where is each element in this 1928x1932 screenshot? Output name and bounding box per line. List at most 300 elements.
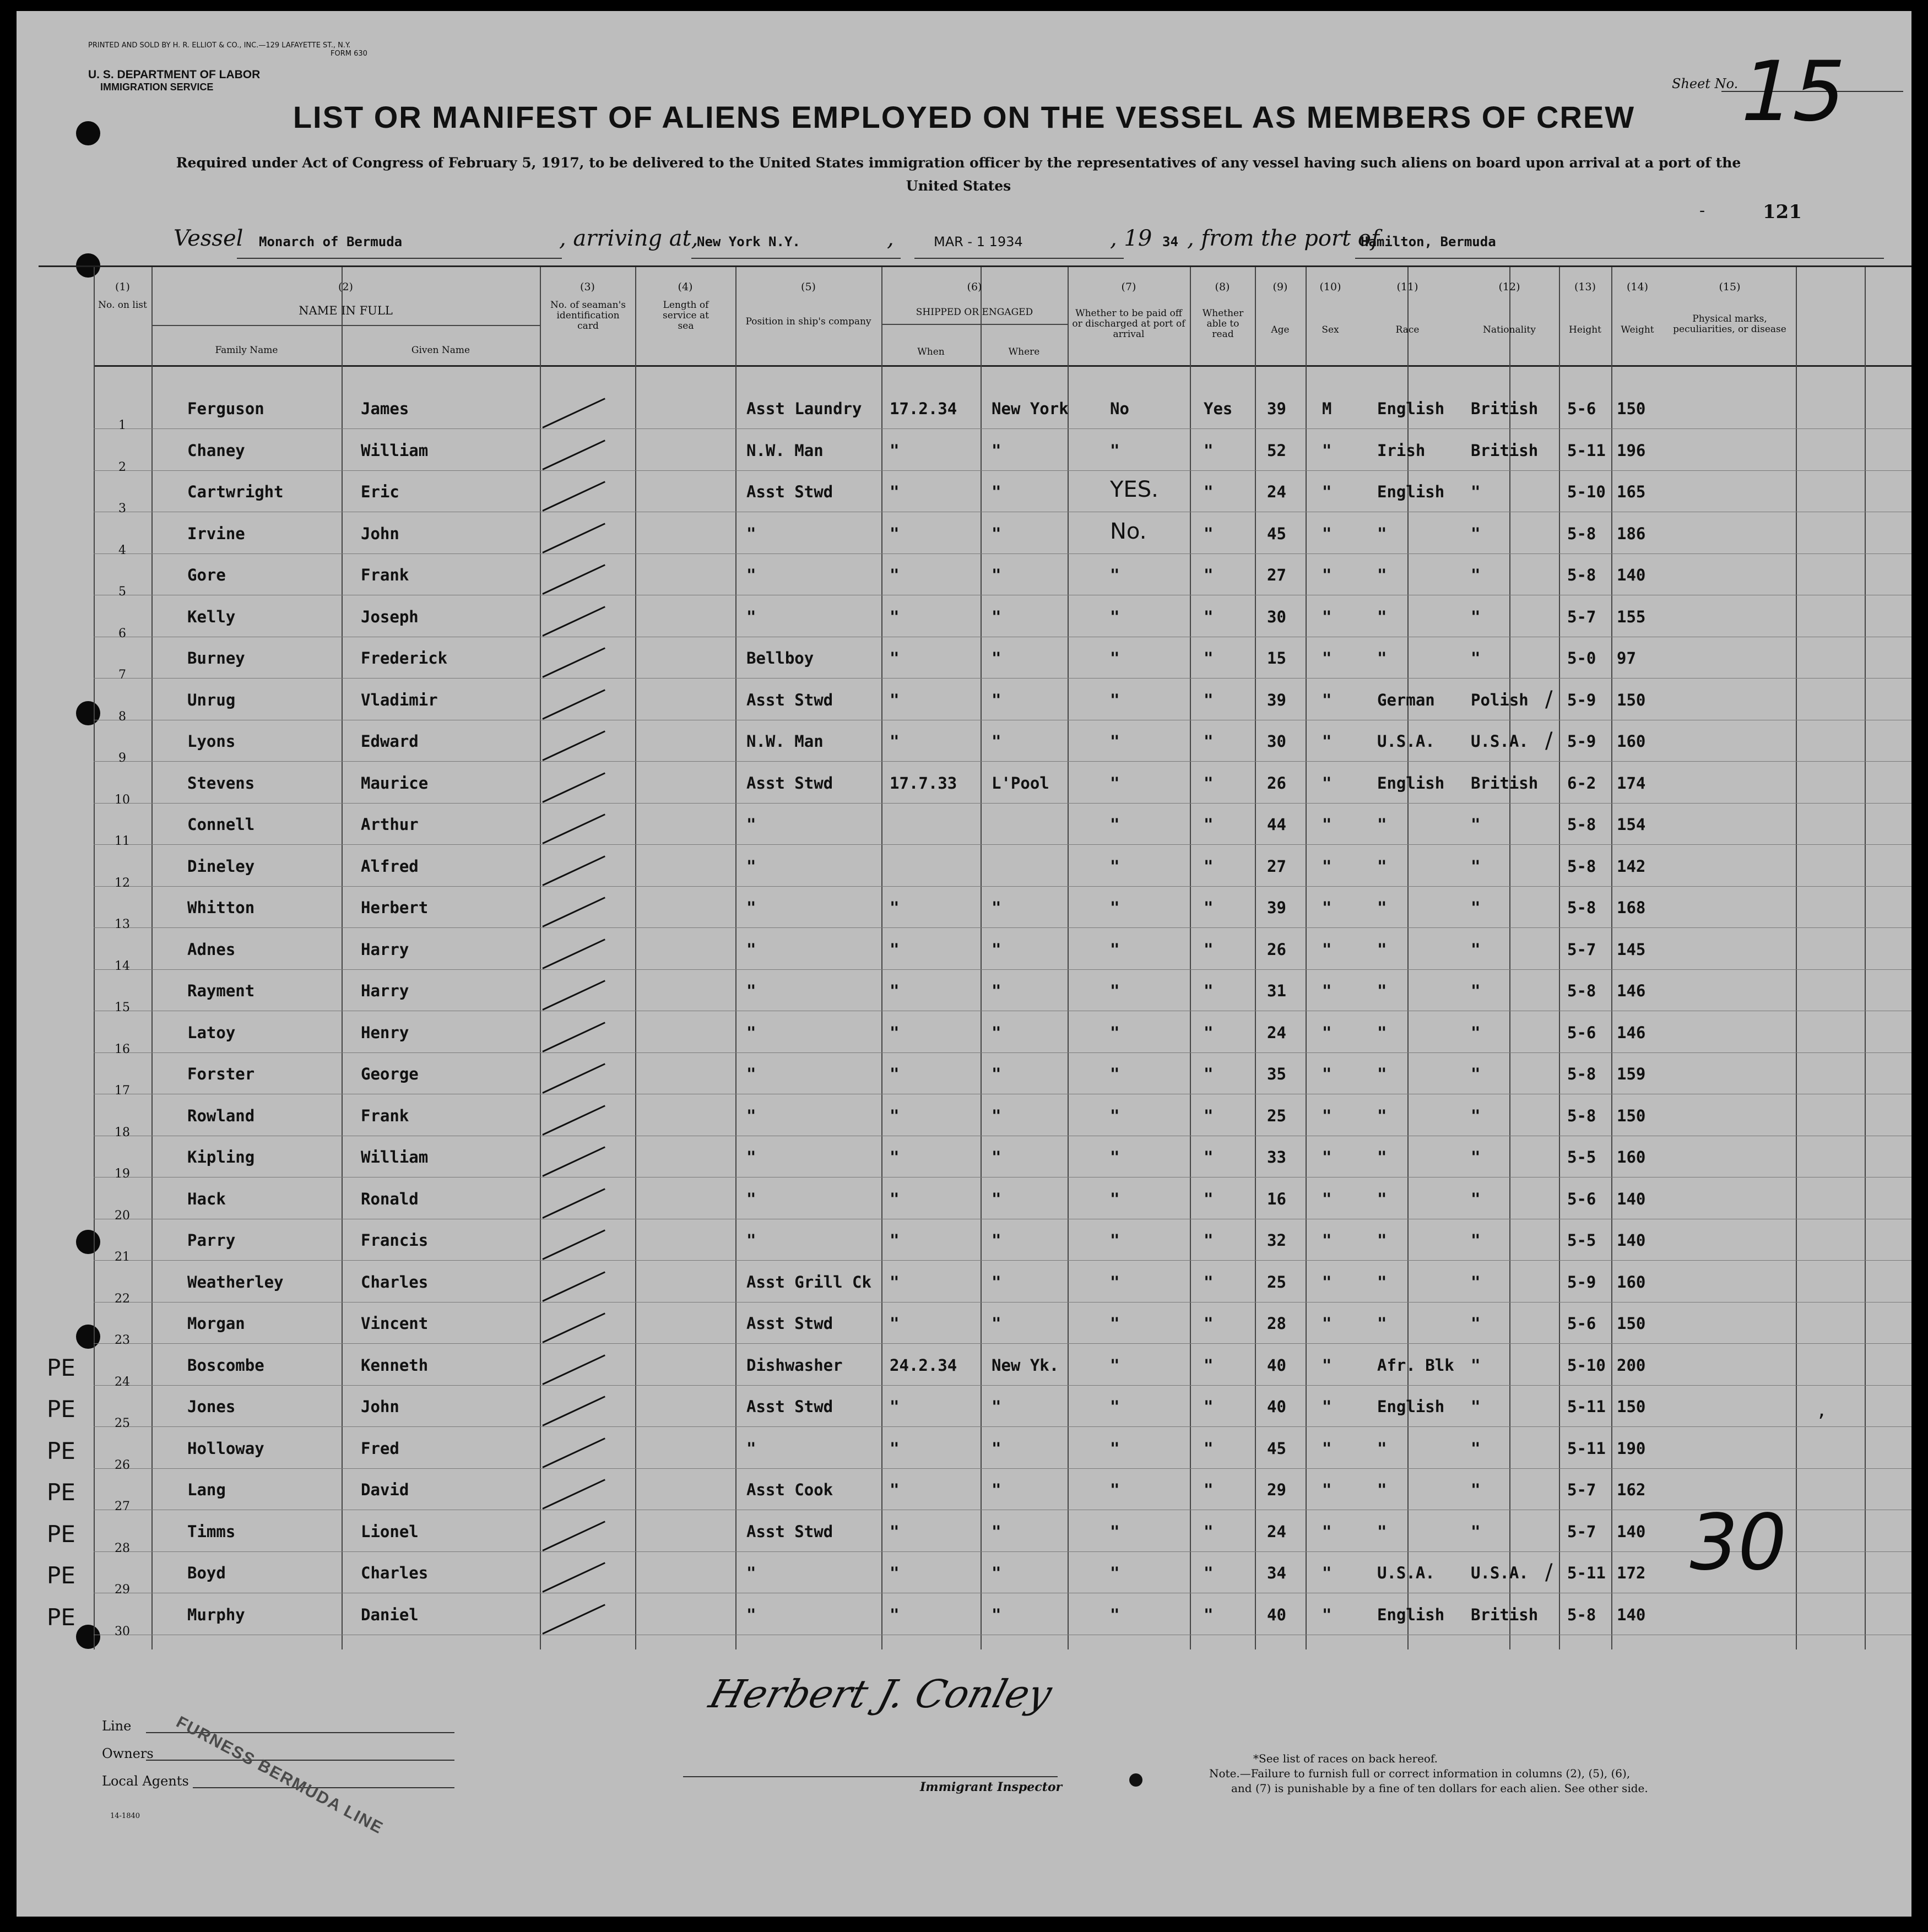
cell-age: 39	[1267, 690, 1286, 709]
cell-weight: 190	[1617, 1439, 1646, 1458]
cell-age: 24	[1267, 1522, 1286, 1541]
cell-when: "	[890, 441, 900, 460]
id-card-stroke	[542, 481, 605, 512]
cell-age: 39	[1267, 898, 1286, 917]
column-rule	[1559, 267, 1560, 1649]
column-rule	[1306, 267, 1307, 1649]
cell-nationality: "	[1471, 898, 1481, 917]
cell-paid: "	[1110, 856, 1120, 876]
cell-paid: No.	[1110, 518, 1147, 544]
cell-height: 5-5	[1567, 1231, 1596, 1250]
cell-race: "	[1377, 566, 1387, 584]
cell-height: 5-11	[1567, 1397, 1606, 1416]
cell-age: 30	[1267, 732, 1286, 751]
cell-weight: 160	[1617, 1272, 1646, 1291]
cell-weight: 146	[1617, 981, 1646, 1000]
column-rule	[1796, 267, 1797, 1649]
cell-where: "	[992, 1605, 1001, 1624]
cell-read: "	[1204, 607, 1214, 626]
cell-where: "	[992, 981, 1001, 1000]
cell-read: "	[1204, 690, 1214, 709]
from-label: , from the port of	[1187, 226, 1379, 251]
owners-underline	[146, 1760, 454, 1761]
cell-height: 5-9	[1567, 732, 1596, 751]
col-head-height: Height	[1569, 324, 1601, 335]
cell-where: "	[992, 566, 1001, 584]
row-number: 15	[115, 1001, 130, 1014]
column-rule	[1407, 267, 1409, 1649]
cell-sex: "	[1322, 1231, 1332, 1250]
cell-paid: "	[1110, 1397, 1120, 1416]
cell-read: "	[1204, 1480, 1214, 1499]
date-underline	[914, 258, 1124, 259]
cell-age: 52	[1267, 441, 1286, 460]
cell-position: Asst Cook	[746, 1480, 833, 1499]
cell-family: Stevens	[187, 773, 255, 793]
row-number: 27	[115, 1500, 130, 1513]
cell-given: Joseph	[361, 607, 419, 626]
cell-weight: 168	[1617, 898, 1646, 917]
id-card-stroke	[542, 564, 605, 595]
cell-height: 5-6	[1567, 1314, 1596, 1333]
col-num: (15)	[1719, 281, 1741, 293]
id-card-stroke	[542, 523, 605, 553]
punch-hole	[76, 1625, 100, 1649]
cell-weight: 162	[1617, 1480, 1646, 1499]
cell-race: "	[1377, 1522, 1387, 1541]
cell-where: New Yk.	[992, 1355, 1059, 1375]
cell-when: "	[890, 940, 900, 959]
cell-where: L'Pool	[992, 773, 1049, 793]
cell-weight: 140	[1617, 1189, 1646, 1208]
cell-height: 5-8	[1567, 524, 1596, 543]
row-number: 10	[115, 793, 130, 807]
margin-pe-mark: PE	[47, 1396, 75, 1423]
cell-height: 5-8	[1567, 1605, 1596, 1624]
margin-pe-mark: PE	[47, 1437, 75, 1464]
from-port: Hamilton, Bermuda	[1361, 234, 1496, 249]
cell-weight: 154	[1617, 815, 1646, 834]
cell-nationality: British	[1471, 1605, 1539, 1624]
cell-height: 5-10	[1567, 1355, 1606, 1375]
margin-pe-mark: PE	[47, 1479, 75, 1506]
cell-family: Lang	[187, 1480, 226, 1499]
col-head-physical: Physical marks, peculiarities, or disease	[1673, 313, 1786, 335]
cell-weight: 142	[1617, 856, 1646, 876]
cell-family: Jones	[187, 1397, 236, 1416]
column-rule	[881, 267, 882, 1649]
note-races: *See list of races on back hereof.	[1253, 1752, 1438, 1765]
row-number: 30	[115, 1624, 130, 1638]
cell-race: Irish	[1377, 441, 1426, 460]
col-num: (10)	[1319, 281, 1341, 293]
cell-family: Whitton	[187, 898, 255, 917]
cell-given: Harry	[361, 981, 409, 1000]
cell-when: 17.2.34	[890, 399, 957, 418]
cell-age: 26	[1267, 773, 1286, 793]
cell-position: "	[746, 1189, 756, 1208]
cell-where: "	[992, 690, 1001, 709]
cell-position: Asst Stwd	[746, 1397, 833, 1416]
cell-weight: 196	[1617, 441, 1646, 460]
cell-race: English	[1377, 1605, 1445, 1624]
cell-height: 5-6	[1567, 1189, 1596, 1208]
date-comma: ,	[887, 226, 894, 251]
cell-nationality: British	[1471, 441, 1539, 460]
cell-given: David	[361, 1480, 409, 1499]
cell-when: 24.2.34	[890, 1355, 957, 1375]
cell-position: "	[746, 1106, 756, 1125]
cell-read: "	[1204, 1355, 1214, 1375]
cell-nationality: "	[1471, 482, 1481, 501]
id-card-stroke	[542, 1562, 605, 1593]
cell-weight: 150	[1617, 1106, 1646, 1125]
arrival-date: MAR - 1 1934	[934, 234, 1023, 249]
vessel-underline	[237, 258, 562, 259]
cell-family: Lyons	[187, 732, 236, 751]
cell-sex: "	[1322, 856, 1332, 876]
cell-nationality: "	[1471, 1397, 1481, 1416]
cell-given: William	[361, 441, 429, 460]
cell-age: 15	[1267, 649, 1286, 667]
row-number: 2	[118, 460, 126, 474]
row-rule	[94, 678, 1911, 679]
row-number: 9	[118, 751, 126, 765]
cell-when: "	[890, 524, 900, 543]
cell-weight: 140	[1617, 1605, 1646, 1624]
col-num: (12)	[1498, 281, 1520, 293]
cell-paid: "	[1110, 1564, 1120, 1582]
cell-when: "	[890, 566, 900, 584]
cell-age: 40	[1267, 1397, 1286, 1416]
cell-position: "	[746, 1564, 756, 1582]
cell-where: "	[992, 524, 1001, 543]
id-card-stroke	[542, 897, 605, 927]
cell-paid: "	[1110, 441, 1120, 460]
cell-when: "	[890, 1439, 900, 1458]
cell-read: "	[1204, 732, 1214, 751]
cell-nationality: "	[1471, 607, 1481, 626]
col-num: (3)	[580, 281, 595, 293]
department-block	[88, 69, 260, 93]
cell-paid: "	[1110, 815, 1120, 834]
cell-race: Afr. Blk	[1377, 1355, 1454, 1375]
cell-age: 25	[1267, 1106, 1286, 1125]
cell-sex: "	[1322, 441, 1332, 460]
row-number: 21	[115, 1250, 130, 1264]
cell-nationality: U.S.A.	[1471, 732, 1529, 751]
cell-read: "	[1204, 1231, 1214, 1250]
col-num: (6)	[967, 281, 982, 293]
cell-when: "	[890, 1397, 900, 1416]
check-mark: /	[1545, 686, 1553, 712]
cell-family: Connell	[187, 815, 255, 834]
cell-read: "	[1204, 524, 1214, 543]
cell-race: "	[1377, 1148, 1387, 1166]
cell-race: U.S.A.	[1377, 1564, 1435, 1582]
cell-sex: "	[1322, 732, 1332, 751]
cell-sex: "	[1322, 607, 1332, 626]
cell-weight: 97	[1617, 649, 1636, 667]
cell-when: "	[890, 1023, 900, 1042]
cell-paid: "	[1110, 1605, 1120, 1624]
cell-position: Asst Laundry	[746, 399, 862, 418]
cell-family: Kelly	[187, 607, 236, 626]
cell-age: 40	[1267, 1355, 1286, 1375]
cell-given: Frank	[361, 1106, 409, 1125]
col-head-paid-off: Whether to be paid off or discharged at port of arrival	[1072, 308, 1185, 340]
cell-read: "	[1204, 773, 1214, 793]
cell-position: Bellboy	[746, 649, 814, 667]
cell-when: "	[890, 1314, 900, 1333]
cell-paid: "	[1110, 1314, 1120, 1333]
col-head-sex: Sex	[1322, 324, 1339, 335]
col-head-when: When	[917, 346, 945, 357]
cell-when: "	[890, 1480, 900, 1499]
cell-sex: "	[1322, 566, 1332, 584]
printer-imprint-text: PRINTED AND SOLD BY H. R. ELLIOT & CO., INC.—129 LAFAYETTE ST., N.Y.	[88, 41, 351, 50]
id-card-stroke	[542, 1022, 605, 1052]
cell-given: Harry	[361, 940, 409, 959]
cell-position: N.W. Man	[746, 732, 824, 751]
cell-read: "	[1204, 898, 1214, 917]
cell-age: 44	[1267, 815, 1286, 834]
cell-race: "	[1377, 856, 1387, 876]
cell-given: Maurice	[361, 773, 429, 793]
cell-given: Fred	[361, 1439, 399, 1458]
row-number: 14	[115, 959, 130, 973]
cell-nationality: "	[1471, 856, 1481, 876]
punch-hole	[76, 1230, 100, 1254]
line-label: Line	[102, 1718, 132, 1734]
cell-height: 5-7	[1567, 1480, 1596, 1499]
cell-nationality: U.S.A.	[1471, 1564, 1529, 1582]
cell-race: English	[1377, 399, 1445, 418]
cell-when: "	[890, 1564, 900, 1582]
row-number: 3	[118, 502, 126, 515]
cell-family: Adnes	[187, 940, 236, 959]
cell-nationality: "	[1471, 1231, 1481, 1250]
id-card-stroke	[542, 1063, 605, 1094]
cell-age: 27	[1267, 566, 1286, 584]
cell-read: "	[1204, 981, 1214, 1000]
cell-given: John	[361, 524, 399, 543]
cell-age: 25	[1267, 1272, 1286, 1291]
id-card-stroke	[542, 1354, 605, 1385]
cell-nationality: "	[1471, 524, 1481, 543]
cell-where: "	[992, 482, 1001, 501]
cell-race: "	[1377, 1023, 1387, 1042]
row-rule	[94, 1426, 1911, 1427]
column-rule	[1509, 267, 1510, 1649]
cell-read: "	[1204, 815, 1214, 834]
cell-position: "	[746, 1231, 756, 1250]
cell-family: Hack	[187, 1189, 226, 1208]
cell-paid: "	[1110, 1023, 1120, 1042]
cell-when: "	[890, 981, 900, 1000]
cell-nationality: "	[1471, 1439, 1481, 1458]
form-number: FORM 630	[331, 50, 367, 58]
cell-family: Murphy	[187, 1605, 245, 1624]
cell-height: 5-10	[1567, 482, 1606, 501]
cell-race: U.S.A.	[1377, 732, 1435, 751]
cell-weight: 150	[1617, 1314, 1646, 1333]
id-card-stroke	[542, 398, 605, 428]
cell-when: "	[890, 690, 900, 709]
cell-sex: "	[1322, 1148, 1332, 1166]
cell-sex: "	[1322, 1480, 1332, 1499]
cell-position: "	[746, 1605, 756, 1624]
cell-family: Dineley	[187, 856, 255, 876]
cell-race: German	[1377, 690, 1435, 709]
cell-family: Unrug	[187, 690, 236, 709]
cell-height: 5-5	[1567, 1148, 1596, 1166]
cell-age: 39	[1267, 399, 1286, 418]
cell-sex: "	[1322, 1605, 1332, 1624]
sheet-no-label: Sheet No.	[1672, 76, 1739, 91]
cell-height: 5-9	[1567, 1272, 1596, 1291]
cell-age: 24	[1267, 1023, 1286, 1042]
row-number: 28	[115, 1541, 130, 1555]
cell-given: William	[361, 1148, 429, 1166]
manifest-sheet	[17, 11, 1911, 1917]
row-number: 13	[115, 918, 130, 931]
row-rule	[94, 1468, 1911, 1469]
cell-height: 5-6	[1567, 1023, 1596, 1042]
cell-height: 5-11	[1567, 1439, 1606, 1458]
row-rule	[94, 844, 1911, 845]
cell-nationality: "	[1471, 1106, 1481, 1125]
cell-age: 35	[1267, 1065, 1286, 1083]
cell-where: "	[992, 607, 1001, 626]
row-rule	[94, 1343, 1911, 1344]
id-card-stroke	[542, 980, 605, 1011]
cell-age: 24	[1267, 482, 1286, 501]
cell-age: 29	[1267, 1480, 1286, 1499]
cell-family: Weatherley	[187, 1272, 284, 1291]
cell-given: John	[361, 1397, 399, 1416]
footer-note	[1209, 1751, 1911, 1796]
id-card-stroke	[542, 855, 605, 886]
column-rule	[1068, 267, 1069, 1649]
service: IMMIGRATION SERVICE	[100, 82, 214, 93]
cell-sex: "	[1322, 815, 1332, 834]
col-num: (5)	[801, 281, 816, 293]
row-number: 26	[115, 1458, 130, 1472]
cell-position: Asst Grill Ck	[746, 1272, 871, 1291]
cell-nationality: "	[1471, 1023, 1481, 1042]
row-rule	[94, 886, 1911, 887]
column-rule	[981, 267, 982, 1649]
col-head-shipped: SHIPPED OR ENGAGED	[916, 307, 1033, 318]
cell-when: "	[890, 1522, 900, 1541]
col-head-nationality: Nationality	[1483, 324, 1536, 335]
cell-paid: "	[1110, 940, 1120, 959]
cell-sex: "	[1322, 773, 1332, 793]
cell-nationality: "	[1471, 1522, 1481, 1541]
id-card-stroke	[542, 1312, 605, 1343]
row-rule	[94, 1052, 1911, 1053]
cell-sex: "	[1322, 1106, 1332, 1125]
row-rule	[94, 803, 1911, 804]
cell-nationality: "	[1471, 1355, 1481, 1375]
cell-where: "	[992, 732, 1001, 751]
cell-given: Frank	[361, 566, 409, 584]
row-number: 29	[115, 1583, 130, 1597]
cell-sex: "	[1322, 1439, 1332, 1458]
cell-nationality: "	[1471, 649, 1481, 667]
row-rule	[94, 969, 1911, 970]
cell-sex: "	[1322, 1065, 1332, 1083]
cell-read: "	[1204, 1397, 1214, 1416]
cell-when: "	[890, 607, 900, 626]
company-stamp: FURNESS BERMUDA LINE	[173, 1713, 387, 1838]
cell-read: "	[1204, 1564, 1214, 1582]
cell-height: 5-8	[1567, 981, 1596, 1000]
cell-nationality: "	[1471, 1272, 1481, 1291]
column-rule	[1255, 267, 1256, 1649]
cell-age: 30	[1267, 607, 1286, 626]
cell-when: "	[890, 1106, 900, 1125]
row-number: 24	[115, 1375, 130, 1389]
cell-family: Chaney	[187, 441, 245, 460]
id-card-stroke	[542, 938, 605, 969]
cell-paid: "	[1110, 773, 1120, 793]
col-head-service: Length of service at sea	[663, 300, 709, 332]
cell-when: "	[890, 1065, 900, 1083]
cell-paid: "	[1110, 649, 1120, 667]
check-mark: /	[1545, 728, 1553, 753]
cell-position: N.W. Man	[746, 441, 824, 460]
cell-height: 5-8	[1567, 1106, 1596, 1125]
cell-given: Daniel	[361, 1605, 419, 1624]
cell-paid: "	[1110, 1106, 1120, 1125]
cell-nationality: "	[1471, 1480, 1481, 1499]
cell-when: "	[890, 1148, 900, 1166]
id-card-stroke	[542, 772, 605, 803]
column-rule	[1611, 267, 1612, 1649]
cell-given: Lionel	[361, 1522, 419, 1541]
col-head-race: Race	[1395, 324, 1420, 335]
cell-family: Latoy	[187, 1023, 236, 1042]
cell-sex: "	[1322, 898, 1332, 917]
cell-when: "	[890, 1189, 900, 1208]
cell-given: Frederick	[361, 649, 448, 667]
col-head-weight: Weight	[1621, 324, 1654, 335]
col-num: (8)	[1215, 281, 1230, 293]
cell-read: "	[1204, 441, 1214, 460]
cell-family: Holloway	[187, 1439, 264, 1458]
cell-weight: 172	[1617, 1564, 1646, 1582]
cell-family: Irvine	[187, 524, 245, 543]
col-num: (11)	[1396, 281, 1418, 293]
cell-given: Eric	[361, 482, 399, 501]
col-num: (2)	[338, 281, 353, 293]
shipped-subheader-rule	[881, 324, 1068, 325]
col-head-read: Whether able to read	[1202, 308, 1244, 340]
cell-when: 17.7.33	[890, 773, 957, 793]
cell-given: Kenneth	[361, 1355, 429, 1375]
year-label: , 19	[1110, 226, 1152, 251]
vessel-label: Vessel	[174, 226, 243, 251]
cell-height: 5-8	[1567, 566, 1596, 584]
id-card-stroke	[542, 1188, 605, 1219]
cell-paid: "	[1110, 566, 1120, 584]
cell-nationality: "	[1471, 1189, 1481, 1208]
cell-weight: 146	[1617, 1023, 1646, 1042]
row-rule	[94, 1302, 1911, 1303]
name-subheader-rule	[151, 325, 540, 326]
